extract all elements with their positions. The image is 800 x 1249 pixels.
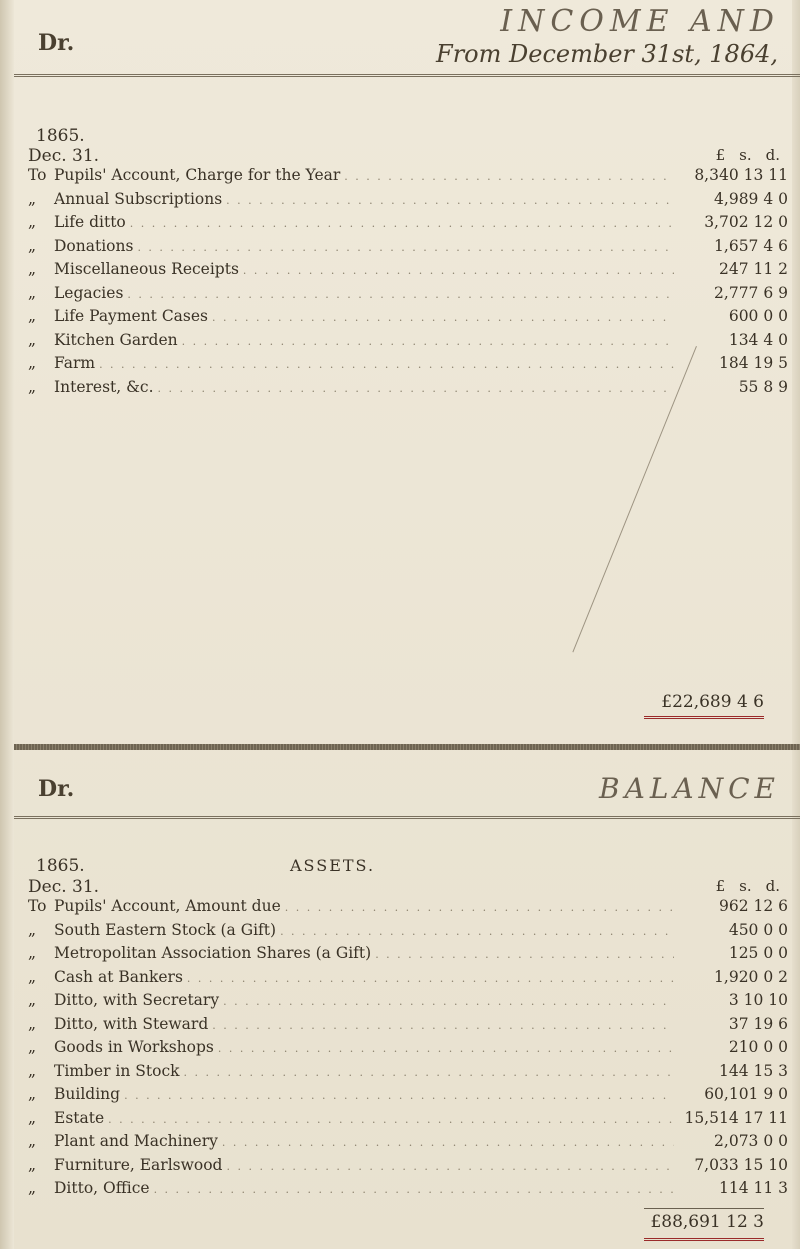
leader-dots bbox=[99, 358, 674, 371]
row-amount: 3 10 10 bbox=[728, 991, 788, 1009]
row-amount: 8,340 13 11 bbox=[694, 166, 788, 184]
row-amount: 15,514 17 11 bbox=[684, 1108, 788, 1127]
row-label: Interest, &c. bbox=[54, 377, 154, 396]
leader-dots bbox=[280, 925, 674, 938]
row-prefix: „ bbox=[28, 354, 37, 372]
shillings-head: s. bbox=[739, 877, 752, 895]
row-label: Annual Subscriptions bbox=[54, 189, 223, 208]
row-amount: 4,989 4 0 bbox=[714, 189, 788, 208]
ledger-row bbox=[28, 1156, 788, 1180]
income-total-rule bbox=[644, 716, 764, 719]
ledger-row bbox=[28, 1109, 788, 1133]
row-prefix: „ bbox=[28, 189, 37, 208]
ledger-row bbox=[28, 1085, 788, 1109]
row-amount: 184 19 5 bbox=[718, 354, 788, 372]
row-label: Miscellaneous Receipts bbox=[54, 260, 239, 278]
assets-total: £88,691 12 3 bbox=[650, 1212, 764, 1232]
row-prefix: „ bbox=[28, 213, 37, 231]
ledger-row bbox=[28, 213, 788, 237]
row-amount: 114 11 3 bbox=[718, 1179, 788, 1197]
leader-dots bbox=[223, 995, 674, 1008]
leader-dots bbox=[226, 194, 674, 207]
row-prefix: „ bbox=[28, 283, 37, 302]
row-amount: 125 0 0 bbox=[728, 944, 788, 962]
row-amount: 3,702 12 0 bbox=[704, 213, 788, 231]
income-header-rule bbox=[14, 74, 800, 77]
leader-dots bbox=[375, 948, 674, 961]
balance-title: BALANCE bbox=[599, 772, 780, 805]
row-prefix: To bbox=[28, 897, 47, 915]
leader-dots bbox=[187, 972, 674, 985]
pence-head: d. bbox=[765, 877, 780, 895]
leader-dots bbox=[158, 382, 674, 395]
row-prefix: „ bbox=[28, 307, 37, 325]
leader-dots bbox=[137, 241, 674, 254]
row-prefix: „ bbox=[28, 1108, 37, 1127]
page-edge bbox=[792, 0, 800, 1249]
section-separator bbox=[14, 744, 800, 750]
row-label: Estate bbox=[54, 1108, 105, 1127]
row-amount: 210 0 0 bbox=[728, 1038, 788, 1056]
leader-dots bbox=[154, 1183, 674, 1196]
row-prefix: „ bbox=[28, 1132, 37, 1150]
ledger-row bbox=[28, 354, 788, 378]
row-label: Life Payment Cases bbox=[54, 307, 209, 325]
leader-dots bbox=[212, 1019, 674, 1032]
row-prefix: „ bbox=[28, 944, 37, 962]
row-amount: 2,777 6 9 bbox=[714, 283, 788, 302]
ledger-row bbox=[28, 944, 788, 968]
row-label: Farm bbox=[54, 354, 96, 372]
row-amount: 134 4 0 bbox=[728, 330, 788, 349]
row-label: Kitchen Garden bbox=[54, 330, 178, 349]
income-year: 1865. bbox=[36, 126, 85, 146]
income-dr-label: Dr. bbox=[38, 30, 75, 56]
row-prefix: „ bbox=[28, 236, 37, 255]
row-amount: 962 12 6 bbox=[718, 897, 788, 915]
row-label: Metropolitan Association Shares (a Gift) bbox=[54, 944, 372, 962]
row-amount: 144 15 3 bbox=[718, 1061, 788, 1080]
ledger-row bbox=[28, 166, 788, 190]
ledger-row bbox=[28, 1038, 788, 1062]
income-total: £22,689 4 6 bbox=[661, 692, 764, 712]
row-prefix: „ bbox=[28, 260, 37, 278]
row-prefix: „ bbox=[28, 1085, 37, 1103]
row-amount: 37 19 6 bbox=[728, 1014, 788, 1033]
shillings-head: s. bbox=[739, 146, 752, 164]
row-amount: 247 11 2 bbox=[718, 260, 788, 278]
ledger-row bbox=[28, 284, 788, 308]
ledger-row bbox=[28, 1132, 788, 1156]
leader-dots bbox=[285, 901, 674, 914]
ledger-row bbox=[28, 921, 788, 945]
ledger-row bbox=[28, 1062, 788, 1086]
leader-dots bbox=[344, 170, 674, 183]
ledger-row bbox=[28, 991, 788, 1015]
row-amount: 1,657 4 6 bbox=[714, 236, 788, 255]
row-prefix: „ bbox=[28, 1155, 37, 1174]
income-date: Dec. 31. bbox=[28, 146, 100, 166]
assets-sum-rule bbox=[644, 1208, 764, 1209]
ledger-row bbox=[28, 897, 788, 921]
row-label: Cash at Bankers bbox=[54, 967, 183, 986]
row-label: Pupils' Account, Amount due bbox=[54, 897, 281, 915]
ledger-row bbox=[28, 260, 788, 284]
row-label: Ditto, Office bbox=[54, 1179, 150, 1197]
row-prefix: „ bbox=[28, 991, 37, 1009]
row-amount: 7,033 15 10 bbox=[694, 1155, 788, 1174]
row-amount: 60,101 9 0 bbox=[704, 1085, 788, 1103]
balance-dr-label: Dr. bbox=[38, 776, 75, 802]
leader-dots bbox=[212, 311, 674, 324]
assets-rows bbox=[28, 897, 788, 1203]
leader-dots bbox=[130, 217, 674, 230]
row-prefix: „ bbox=[28, 330, 37, 349]
row-prefix: To bbox=[28, 166, 47, 184]
balance-date: Dec. 31. bbox=[28, 877, 100, 897]
leader-dots bbox=[108, 1113, 674, 1126]
row-label: Pupils' Account, Charge for the Year bbox=[54, 166, 341, 184]
balance-column-heads bbox=[716, 877, 780, 895]
row-prefix: „ bbox=[28, 1014, 37, 1033]
row-label: Ditto, with Steward bbox=[54, 1014, 209, 1033]
row-prefix: „ bbox=[28, 967, 37, 986]
row-prefix: „ bbox=[28, 1179, 37, 1197]
row-label: Timber in Stock bbox=[54, 1061, 180, 1080]
row-label: Plant and Machinery bbox=[54, 1132, 218, 1150]
income-column-heads bbox=[716, 146, 780, 164]
ledger-row bbox=[28, 190, 788, 214]
assets-heading: ASSETS. bbox=[290, 856, 376, 875]
row-amount: 55 8 9 bbox=[738, 377, 788, 396]
row-prefix: „ bbox=[28, 1061, 37, 1080]
row-label: Building bbox=[54, 1085, 121, 1103]
page-gutter-shadow bbox=[0, 0, 14, 1249]
row-prefix: „ bbox=[28, 1038, 37, 1056]
row-amount: 600 0 0 bbox=[728, 307, 788, 325]
income-period-subtitle: From December 31st, 1864, bbox=[436, 40, 778, 68]
leader-dots bbox=[184, 1066, 674, 1079]
assets-total-rule bbox=[644, 1238, 764, 1241]
pounds-head: £ bbox=[715, 877, 726, 895]
row-prefix: „ bbox=[28, 377, 37, 396]
row-label: Donations bbox=[54, 236, 134, 255]
balance-header-rule bbox=[14, 816, 800, 819]
balance-year: 1865. bbox=[36, 856, 85, 876]
ledger-row bbox=[28, 237, 788, 261]
leader-dots bbox=[127, 288, 674, 301]
row-label: Goods in Workshops bbox=[54, 1038, 214, 1056]
pence-head: d. bbox=[765, 146, 780, 164]
row-amount: 2,073 0 0 bbox=[714, 1132, 788, 1150]
ledger-row bbox=[28, 1179, 788, 1203]
row-label: Legacies bbox=[54, 283, 124, 302]
ledger-row bbox=[28, 331, 788, 355]
row-amount: 1,920 0 2 bbox=[714, 967, 788, 986]
row-prefix: „ bbox=[28, 920, 37, 939]
leader-dots bbox=[124, 1089, 674, 1102]
ledger-row bbox=[28, 307, 788, 331]
row-label: Furniture, Earlswood bbox=[54, 1155, 223, 1174]
leader-dots bbox=[243, 264, 674, 277]
income-rows bbox=[28, 166, 788, 401]
leader-dots bbox=[226, 1160, 674, 1173]
row-label: Life ditto bbox=[54, 213, 126, 231]
row-label: Ditto, with Secretary bbox=[54, 991, 220, 1009]
ledger-row bbox=[28, 968, 788, 992]
leader-dots bbox=[182, 335, 674, 348]
ledger-row bbox=[28, 1015, 788, 1039]
pounds-head: £ bbox=[715, 146, 726, 164]
income-title: INCOME AND bbox=[500, 4, 780, 39]
row-amount: 450 0 0 bbox=[728, 920, 788, 939]
leader-dots bbox=[222, 1136, 674, 1149]
leader-dots bbox=[218, 1042, 674, 1055]
row-label: South Eastern Stock (a Gift) bbox=[54, 920, 277, 939]
